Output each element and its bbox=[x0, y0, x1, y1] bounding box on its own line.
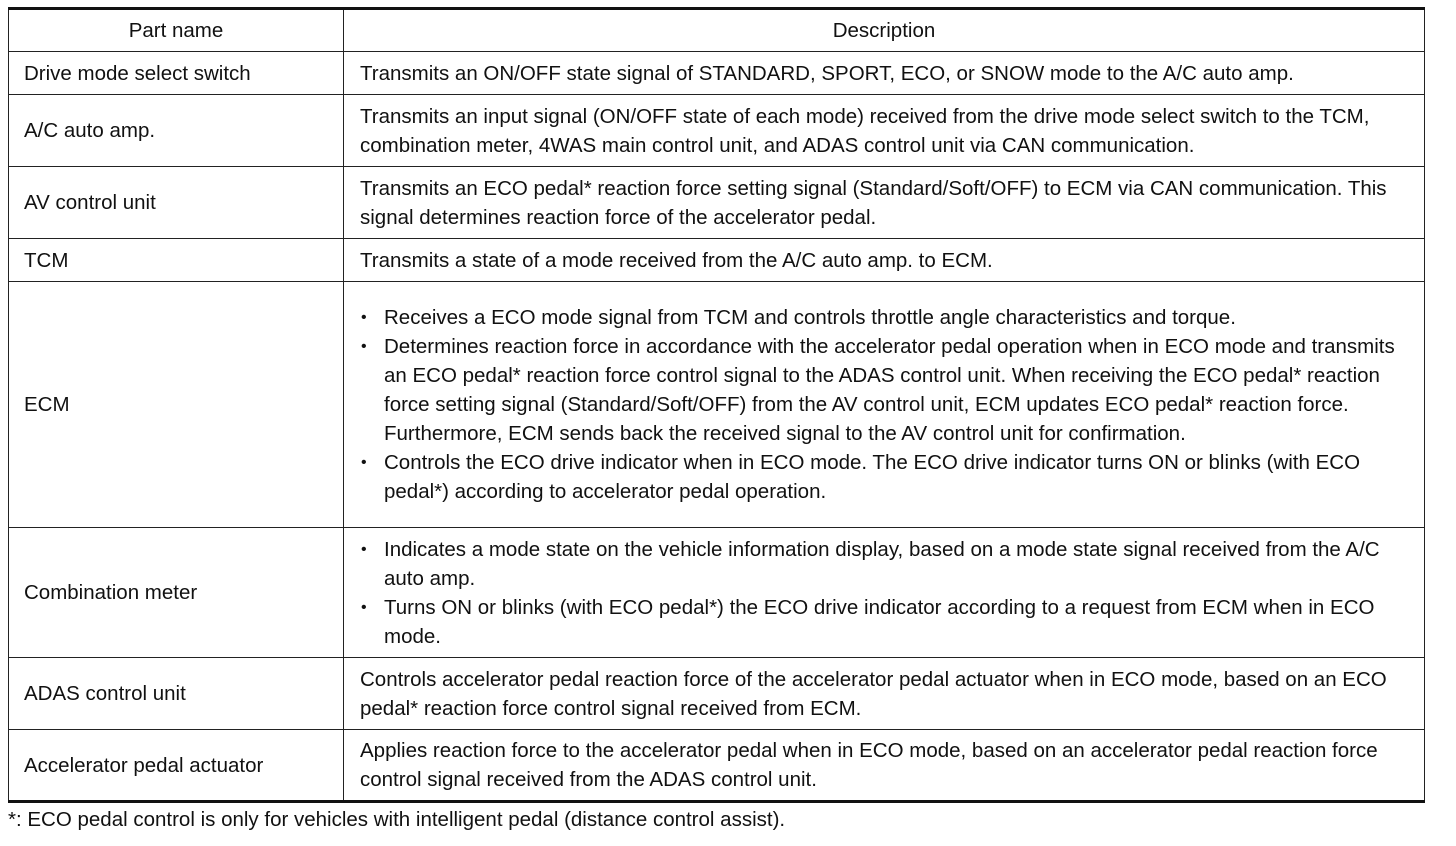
table-row bbox=[9, 528, 1425, 658]
table-row bbox=[9, 239, 1425, 282]
bullet-item: • Receives a ECO mode signal from TCM and controls throttle angle characteristics and torque. bbox=[360, 303, 1414, 332]
description-cell bbox=[344, 528, 1425, 658]
header-description: Description bbox=[344, 9, 1425, 52]
description-cell: Transmits an ON/OFF state signal of STANDARD, SPORT, ECO, or SNOW mode to the A/C auto amp. bbox=[344, 52, 1425, 95]
bullet-list bbox=[360, 303, 1414, 506]
table-row bbox=[9, 282, 1425, 528]
table-row bbox=[9, 167, 1425, 239]
part-name-cell: A/C auto amp. bbox=[9, 95, 344, 167]
part-name-cell: Combination meter bbox=[9, 528, 344, 658]
header-part-name: Part name bbox=[9, 9, 344, 52]
description-cell: Transmits a state of a mode received from the A/C auto amp. to ECM. bbox=[344, 239, 1425, 282]
table-row bbox=[9, 95, 1425, 167]
bullet-item: • Turns ON or blinks (with ECO pedal*) the ECO drive indicator according to a request from ECM when in ECO mode. bbox=[360, 593, 1414, 651]
description-cell bbox=[344, 282, 1425, 528]
bullet-item: • Indicates a mode state on the vehicle information display, based on a mode state signal received from the A/C auto amp. bbox=[360, 535, 1414, 593]
bullet-item: • Controls the ECO drive indicator when in ECO mode. The ECO drive indicator turns ON or blinks (with ECO pedal*) according to accelerator pedal operation. bbox=[360, 448, 1414, 506]
parts-description-table bbox=[8, 7, 1425, 803]
part-name-cell: TCM bbox=[9, 239, 344, 282]
bullet-item: • Determines reaction force in accordance with the accelerator pedal operation when in ECO mode and transmits an ECO pedal* reaction force control signal to the ADAS control unit. When receiving the ECO pedal* reaction force setting signal (Standard/Soft/OFF) from the AV control unit, ECM updates ECO pedal* reaction force. Furthermore, ECM sends back the received signal to the AV control unit for confirmation. bbox=[360, 332, 1414, 448]
part-name-cell: Drive mode select switch bbox=[9, 52, 344, 95]
table-row bbox=[9, 52, 1425, 95]
part-name-cell: ECM bbox=[9, 282, 344, 528]
description-cell: Transmits an ECO pedal* reaction force setting signal (Standard/Soft/OFF) to ECM via CAN communication. This signal determines reaction force of the accelerator pedal. bbox=[344, 167, 1425, 239]
table-row bbox=[9, 730, 1425, 802]
footnote: *: ECO pedal control is only for vehicles with intelligent pedal (distance control assist). bbox=[8, 808, 786, 831]
description-cell: Controls accelerator pedal reaction force of the accelerator pedal actuator when in ECO mode, based on an ECO pedal* reaction force control signal received from ECM. bbox=[344, 658, 1425, 730]
table-row bbox=[9, 658, 1425, 730]
description-cell: Transmits an input signal (ON/OFF state of each mode) received from the drive mode select switch to the TCM, combination meter, 4WAS main control unit, and ADAS control unit via CAN communication. bbox=[344, 95, 1425, 167]
table-header-row bbox=[9, 9, 1425, 52]
part-name-cell: ADAS control unit bbox=[9, 658, 344, 730]
description-cell: Applies reaction force to the accelerator pedal when in ECO mode, based on an accelerator pedal reaction force control signal received from the ADAS control unit. bbox=[344, 730, 1425, 802]
part-name-cell: Accelerator pedal actuator bbox=[9, 730, 344, 802]
part-name-cell: AV control unit bbox=[9, 167, 344, 239]
bullet-list bbox=[360, 535, 1414, 651]
